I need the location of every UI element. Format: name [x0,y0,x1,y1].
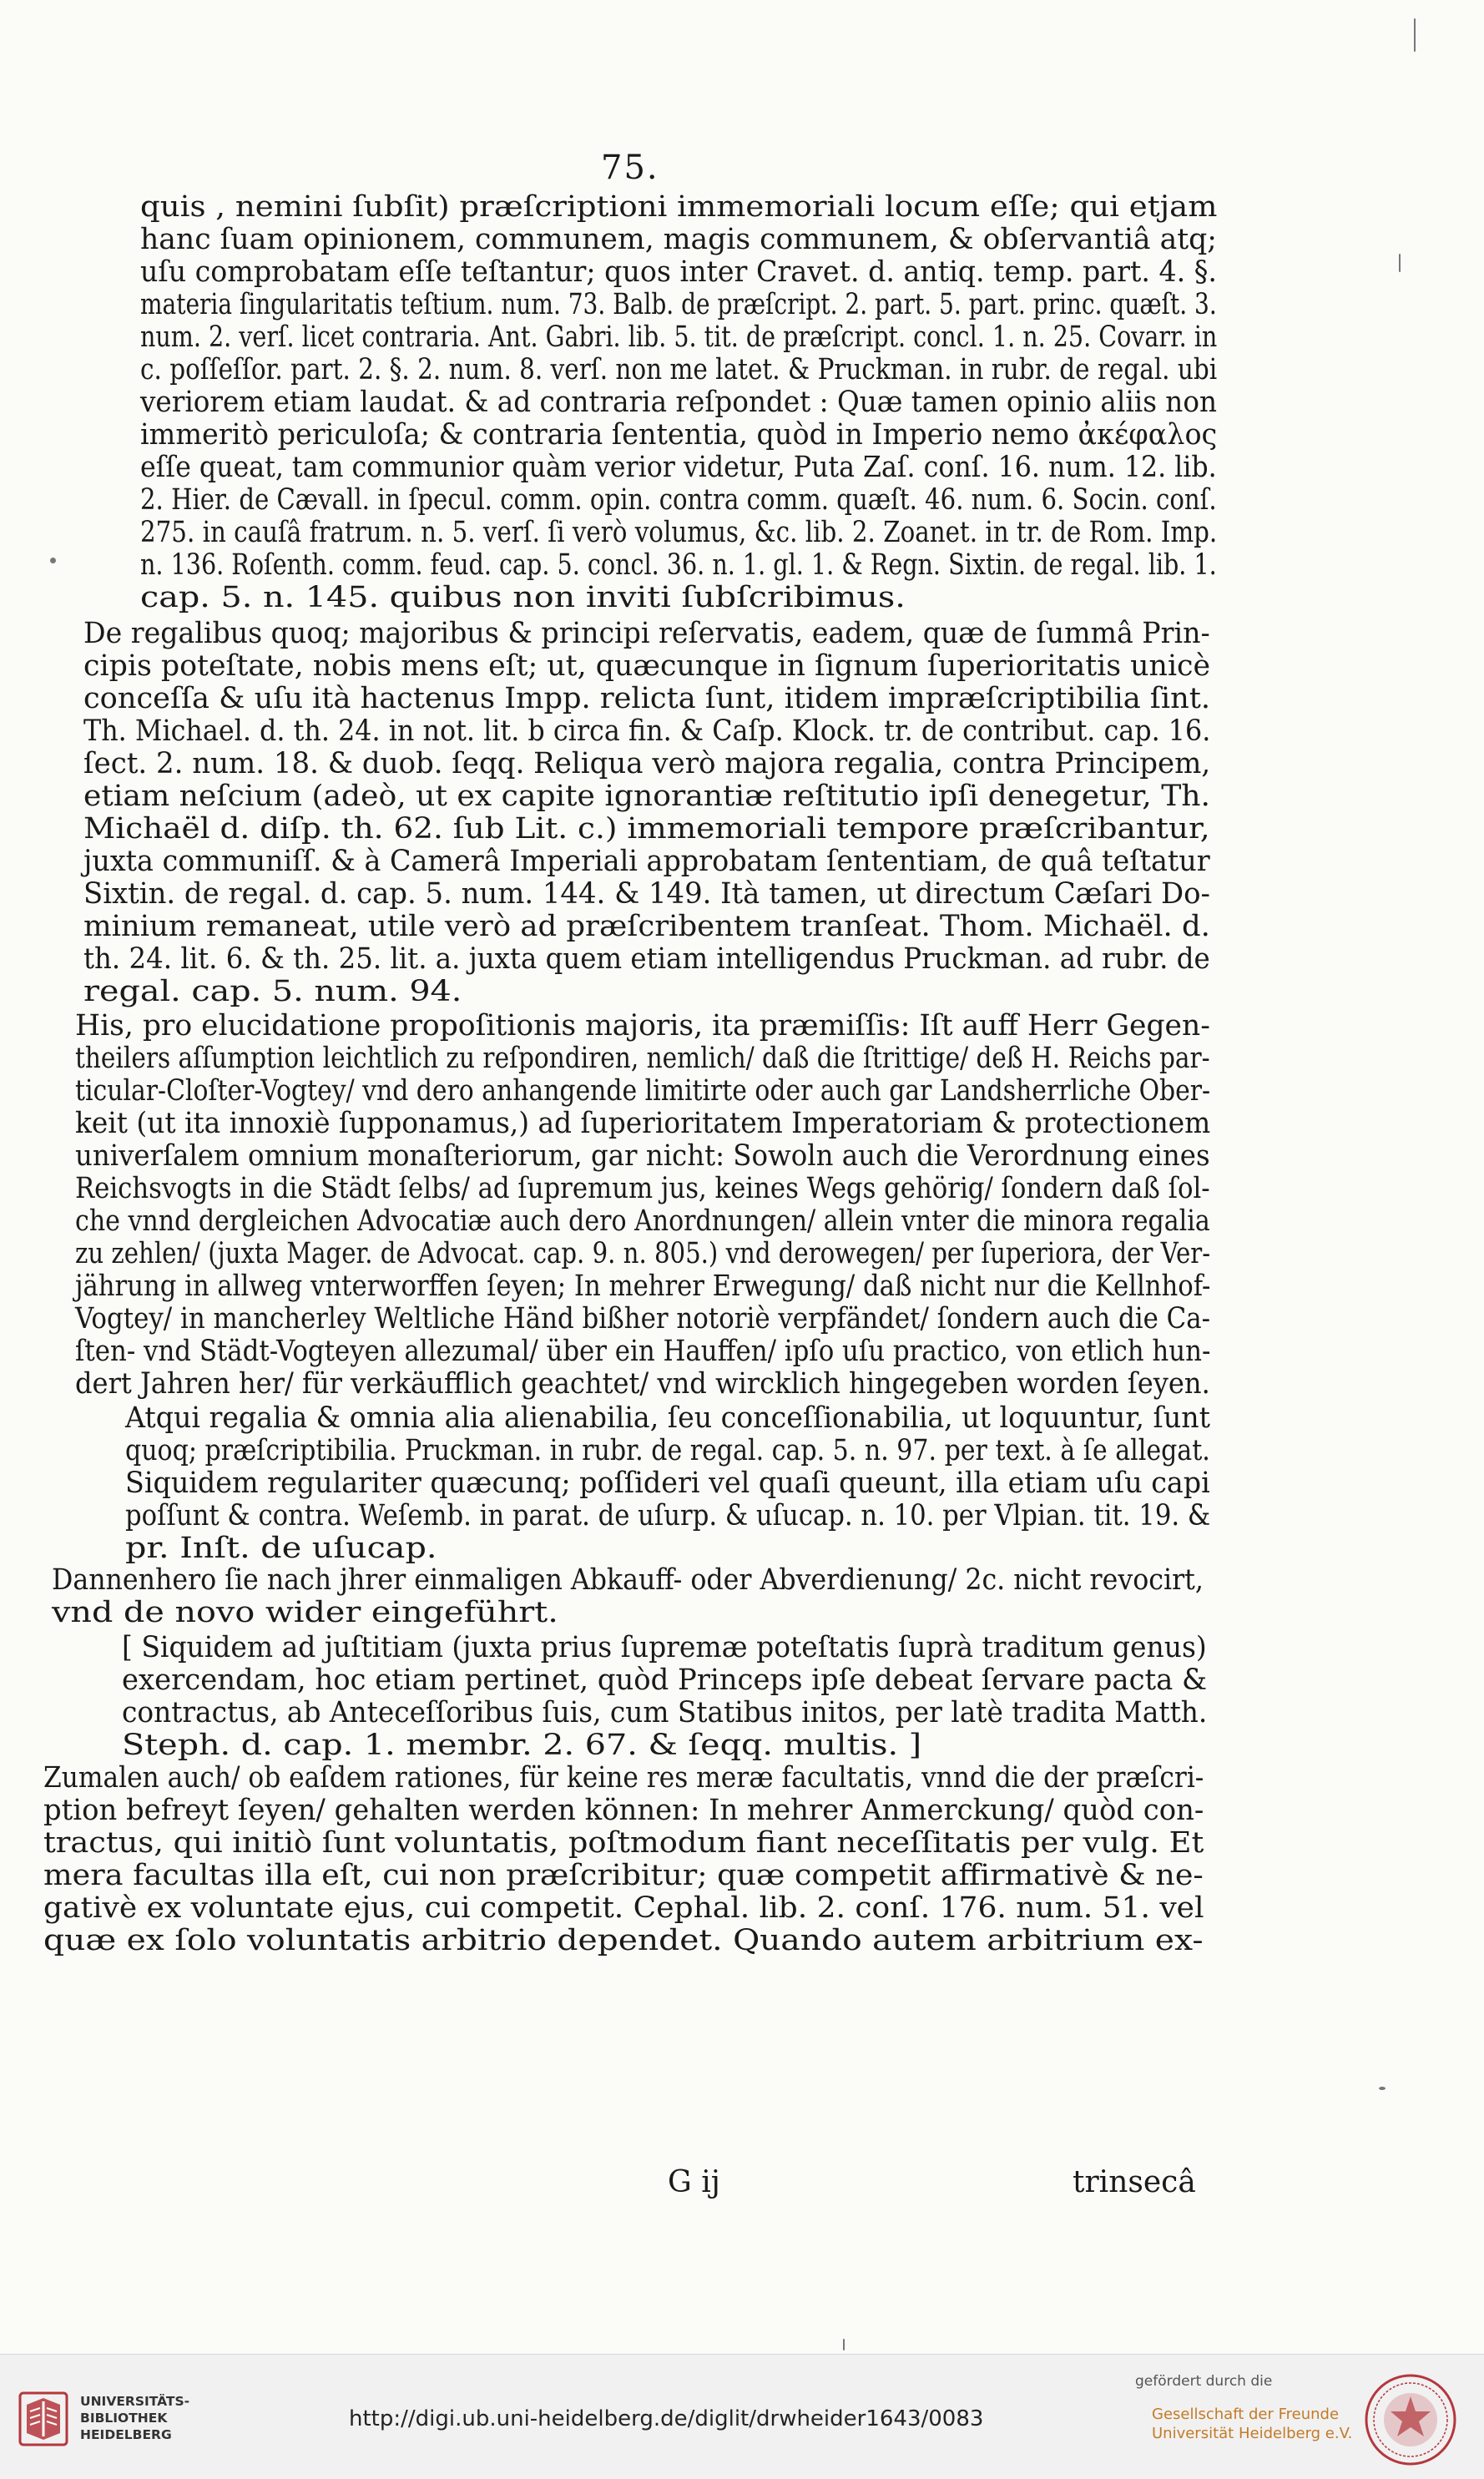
text-line: dert Jahren her/ für verkäufflich geachtet/ vnd wircklich hingegeben worden ſeyen. [75,1367,1210,1401]
text-line: juxta communiſſ. & à Camerâ Imperiali approbatam ſententiam, de quâ teſtatur [83,845,1210,878]
text-line: veriorem etiam laudat. & ad contraria reſpondet : Quæ tamen opinio aliis non [140,386,1217,419]
text-line: quoq; præſcriptibilia. Pruckman. in rubr. de regal. cap. 5. n. 97. per text. à ſe allegat. [125,1434,1210,1467]
text-line: Vogtey/ in mancherley Weltliche Händ bißher notoriè verpfändet/ ſondern auch die Ca- [75,1302,1211,1335]
text-line: 275. in cauſâ fratrum. n. 5. verſ. ſi verò volumus, &c. lib. 2. Zoanet. in tr. de Rom. Imp. [140,516,1218,549]
text-line: His, pro elucidatione propoſitionis majoris, ita præmiſſis: Iſt auff Herr Gegen- [75,1009,1210,1043]
text-line: th. 24. lit. 6. & th. 25. lit. a. juxta quem etiam intelligendus Pruckman. ad rubr. de [83,942,1210,976]
text-line: ticular-Cloſter-Vogtey/ vnd dero anhangende limitirte oder auch gar Landsherrliche Ober- [75,1074,1211,1108]
text-line: Zumalen auch/ ob eaſdem rationes, für keine res meræ facultatis, vnnd die der præſcri- [43,1761,1204,1795]
text-line: De regalibus quoq; majoribus & principi reſervatis, eadem, quæ de ſummâ Prin- [83,617,1210,650]
paragraph-7 [43,1762,1204,1957]
text-line: ſten- vnd Städt-Vogteyen allezumal/ über ein Hauffen/ ipſo uſu practico, von etlich hun- [75,1335,1211,1368]
text-line: gativè ex voluntate ejus, cui competit. Cephal. lib. 2. conſ. 176. num. 51. vel [43,1891,1204,1925]
text-line: Atqui regalia & omnia alia alienabilia, ſeu conceſſionabilia, ut loquuntur, ſunt [125,1401,1210,1435]
ink-speck [843,2339,845,2350]
text-line: Sixtin. de regal. d. cap. 5. num. 144. & 149. Ità tamen, ut directum Cæſari Do- [83,877,1210,911]
text-line: n. 136. Roſenth. comm. feud. cap. 5. concl. 36. n. 1. gl. 1. & Regn. Sixtin. de regal. lib. 1. [140,548,1217,582]
catchword: trinsecâ [1073,2165,1196,2199]
text-line: Th. Michael. d. th. 24. in not. lit. b circa fin. & Caſp. Klock. tr. de contribut. cap. 16. [83,714,1211,748]
text-line: immeritò periculoſa; & contraria ſententia, quòd in Imperio nemo ἀκέφαλος [140,418,1218,452]
text-line: [ Siquidem ad juſtitiam (juxta prius ſupremæ poteſtatis ſuprà traditum genus) [122,1631,1207,1664]
text-line: Steph. d. cap. 1. membr. 2. 67. & ſeqq. multis. ] [122,1729,922,1762]
text-line: conceſſa & uſu ità hactenus Impp. relicta ſunt, itidem impræſcriptibilia ſint. [83,682,1211,715]
ink-speck [1379,2087,1386,2090]
text-line: ſect. 2. num. 18. & duob. ſeqq. Reliqua verò majora regalia, contra Principem, [83,747,1211,780]
text-line: exercendam, hoc etiam pertinet, quòd Princeps ipſe debeat ſervare pacta & [122,1664,1208,1697]
text-line: regal. cap. 5. num. 94. [83,975,462,1008]
text-line: 2. Hier. de Cævall. in ſpecul. comm. opin. contra comm. quæſt. 46. num. 6. Socin. conſ. [140,483,1217,517]
text-line: cipis poteſtate, nobis mens eſt; ut, quæcunque in ſignum ſuperioritatis unicè [83,649,1211,683]
ink-speck [1399,254,1401,272]
text-line: quæ ex ſolo voluntatis arbitrio dependet. Quando autem arbitrium ex- [43,1924,1204,1957]
text-line: tractus, qui initiò ſunt voluntatis, poſtmodum fiant neceſſitatis per vulg. Et [43,1826,1204,1860]
text-line: num. 2. verſ. licet contraria. Ant. Gabri. lib. 5. tit. de præſcript. concl. 1. n. 25. Covarr. in [140,321,1218,354]
library-name: UNIVERSITÄTS- BIBLIOTHEK HEIDELBERG [80,2394,190,2442]
text-line: eſſe queat, tam communior quàm verior videtur, Puta Zaſ. conſ. 16. num. 12. lib. [140,451,1217,484]
text-line: Michaël d. diſp. th. 62. ſub Lit. c.) immemoriali tempore præſcribantur, [83,812,1210,846]
text-line: minium remaneat, utile verò ad præſcribentem tranſeat. Thom. Michaël. d. [83,910,1210,943]
text-line: c. poſſeſſor. part. 2. §. 2. num. 8. verſ. non me latet. & Pruckman. in rubr. de regal. ubi [140,353,1218,386]
text-line: che vnnd dergleichen Advocatiæ auch dero Anordnungen/ allein vnter die minora regalia [75,1204,1210,1238]
paragraph-5 [52,1564,1204,1629]
ink-speck [50,558,56,563]
text-line: etiam neſcium (adeò, ut ex capite ignorantiæ reſtitutio ipſi denegetur, Th. [83,780,1211,813]
text-line: Siquidem regulariter quæcunq; poſſideri vel quaſi queunt, illa etiam uſu capi [125,1467,1210,1500]
ink-speck [1414,18,1416,52]
text-line: cap. 5. n. 145. quibus non inviti ſubſcribimus. [140,581,906,614]
text-line: keit (ut ita innoxiè ſupponamus,) ad ſuperioritatem Imperatoriam & protectionem [75,1107,1211,1140]
text-line: vnd de novo wider eingeführt. [52,1596,558,1629]
sponsor-name: Gesellschaft der Freunde Universität Heidelberg e.V. [1152,2406,1353,2442]
text-line: pr. Inſt. de uſucap. [125,1532,437,1565]
paragraph-6 [122,1632,1207,1762]
text-line: univerſalem omnium monaſteriorum, gar nicht: Sowoln auch die Verordnung eines [75,1139,1210,1173]
permalink[interactable]: http://digi.ub.uni-heidelberg.de/diglit/drwheider1643/0083 [349,2406,984,2431]
text-line: materia ſingularitatis teſtium. num. 73. Balb. de præſcript. 2. part. 5. part. princ. quæſt. 3. [140,288,1217,321]
text-line: mera facultas illa eſt, cui non præſcribitur; quæ competit affirmativè & ne- [43,1859,1204,1892]
text-line: uſu comprobatam eſſe teſtantur; quos inter Cravet. d. antiq. temp. part. 4. §. [140,255,1217,289]
signature-mark: G ij [668,2165,720,2199]
university-seal-icon [1364,2373,1457,2466]
text-line: contractus, ab Anteceſſoribus ſuis, cum Statibus initos, per latè tradita Matth. [122,1696,1208,1729]
text-line: poſſunt & contra. Weſemb. in parat. de uſurp. & uſucap. n. 10. per Vlpian. tit. 19. & [125,1499,1211,1532]
text-line: Dannenhero ſie nach jhrer einmaligen Abkauff- oder Abverdienung/ 2c. nicht revocirt, [52,1563,1204,1597]
paragraph-3 [75,1010,1210,1401]
text-line: jährung in allweg vnterworffen ſeyen; In mehrer Erwegung/ daß nicht nur die Kellnhof- [75,1270,1211,1303]
text-line: Reichsvogts in die Städt ſelbs/ ad ſupremum jus, keines Wegs gehörig/ ſondern daß ſol- [75,1172,1210,1205]
library-logo-icon [18,2391,68,2446]
text-line: ption befreyt ſeyen/ gehalten werden können: In mehrer Anmerckung/ quòd con- [43,1794,1204,1827]
viewer-footer [0,2354,1484,2479]
page-number: 75. [601,149,659,187]
text-line: hanc ſuam opinionem, communem, magis communem, & obſervantiâ atq; [140,223,1217,256]
paragraph-2 [83,618,1210,1008]
text-line: theilers aſſumption leichtlich zu reſpondiren, nemlich/ daß die ſtrittige/ deß H. Reichs par- [75,1042,1210,1075]
sponsor-caption: gefördert durch die [1135,2373,1273,2390]
text-line: quis , nemini ſubſit) præſcriptioni immemoriali locum eſſe; qui etjam [140,190,1218,224]
paragraph-1 [140,191,1217,614]
text-line: zu zehlen/ (juxta Mager. de Advocat. cap. 9. n. 805.) vnd derowegen/ per ſuperiora, der Ver- [75,1237,1211,1270]
paragraph-4 [125,1402,1210,1565]
